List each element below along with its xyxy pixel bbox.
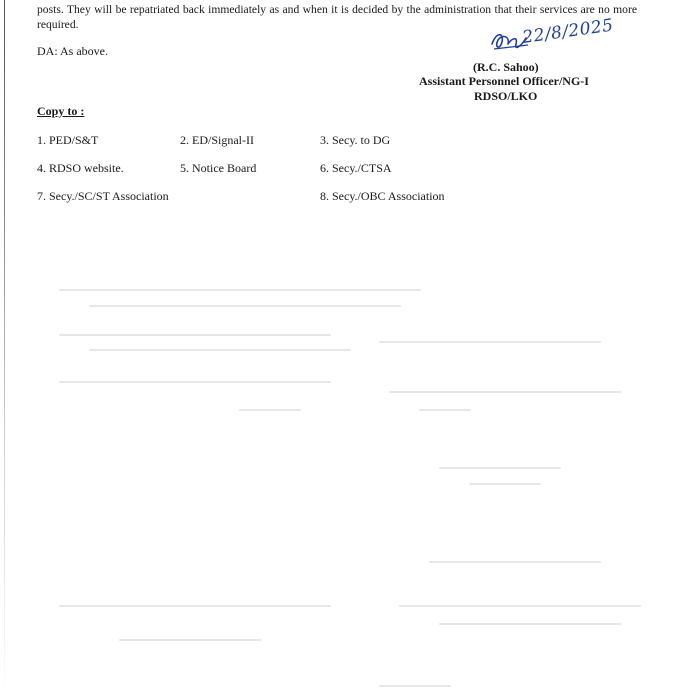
copy-to-item: 3. Secy. to DG <box>320 133 391 147</box>
copy-to-item: 7. Secy./SC/ST Association <box>37 189 169 203</box>
copy-to-item: 4. RDSO website. <box>37 161 124 175</box>
copy-to-item: 6. Secy./CTSA <box>320 161 392 175</box>
copy-to-heading: Copy to : <box>37 104 85 118</box>
copy-to-item: 5. Notice Board <box>180 161 257 175</box>
copy-to-item: 1. PED/S&T <box>37 133 99 147</box>
signatory-designation: Assistant Personnel Officer/NG-I <box>419 74 589 88</box>
da-line: DA: As above. <box>37 44 108 58</box>
copy-to-item: 2. ED/Signal-II <box>180 133 254 147</box>
handwritten-date: 22/8/2025 <box>521 15 615 49</box>
copy-to-item: 8. Secy./OBC Association <box>320 189 445 203</box>
body-paragraph: posts. They will be repatriated back immediately as and when it is decided by the administration that their services are no more required. <box>37 3 637 31</box>
signatory-office: RDSO/LKO <box>474 89 538 103</box>
signatory-name: (R.C. Sahoo) <box>473 60 539 74</box>
